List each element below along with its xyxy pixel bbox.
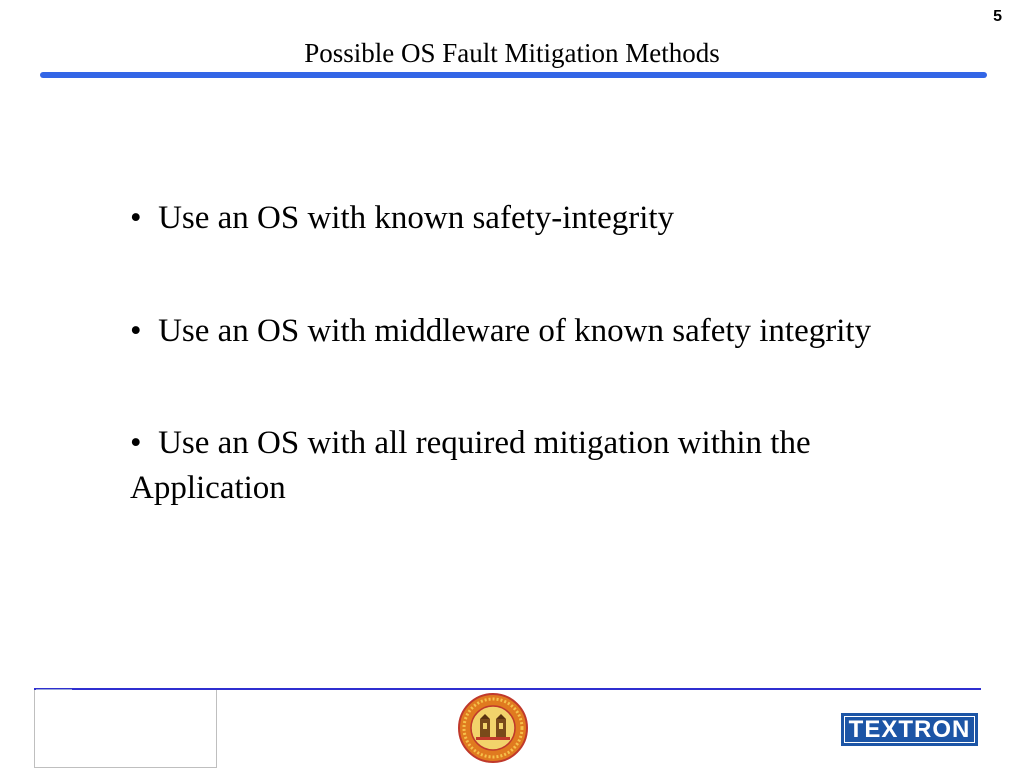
bullet-text: Use an OS with all required mitigation within the Application	[130, 425, 811, 506]
page-number: 5	[993, 8, 1002, 25]
bullet-list	[130, 196, 920, 578]
bullet-item	[130, 196, 920, 241]
bullet-dot: •	[130, 313, 159, 349]
bullet-dot: •	[130, 200, 159, 236]
textron-logo: TEXTRON	[841, 713, 978, 746]
bullet-text: Use an OS with middleware of known safety integrity	[158, 313, 872, 349]
footer-placeholder-box	[34, 690, 217, 768]
title-rule	[40, 72, 987, 78]
bullet-text: Use an OS with known safety-integrity	[158, 200, 675, 236]
slide-title: Possible OS Fault Mitigation Methods	[304, 38, 720, 68]
bullet-dot: •	[130, 425, 159, 461]
bullet-item	[130, 309, 920, 354]
bullet-item	[130, 421, 920, 511]
army-arsenal-seal-icon	[458, 693, 528, 763]
